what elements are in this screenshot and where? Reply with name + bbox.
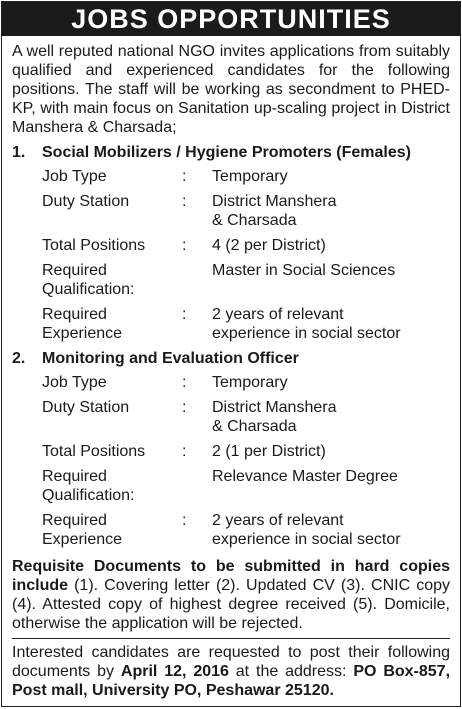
detail-value-line: experience in social sector (212, 325, 401, 342)
job-advertisement (1, 1, 461, 707)
detail-value-line: Temporary (212, 374, 288, 391)
detail-value (212, 398, 450, 436)
detail-value-line: 2 (1 per District) (212, 443, 326, 460)
detail-row (12, 305, 450, 343)
closing-text-1: Interested candidates are requested to post their following documents by (12, 644, 450, 680)
intro-paragraph: A well reputed national NGO invites applications from suitably qualified and experienced candidates for the following positions. The staff will be working as secondment to PHED-KP, with main focus on Sanitation up-scaling project in District Manshera & Charsada; (12, 43, 450, 136)
detail-value-line: & Charsada (212, 418, 297, 435)
detail-colon: : (182, 443, 187, 460)
detail-row (12, 467, 450, 505)
detail-colon (182, 467, 212, 505)
detail-row (12, 192, 450, 230)
detail-label: Duty Station (42, 399, 130, 416)
divider (12, 638, 450, 639)
ad-title: JOBS OPPORTUNITIES (71, 3, 391, 34)
detail-colon (182, 261, 212, 299)
detail-value (212, 192, 450, 230)
detail-label: Job Type (42, 168, 107, 185)
detail-label: Required Experience (42, 306, 123, 342)
detail-row (12, 511, 450, 549)
detail-colon: : (182, 168, 187, 185)
detail-value-line: & Charsada (212, 212, 297, 229)
postal-address: PO Box-857, Post mall, University PO, Peshawar 25120. (12, 663, 451, 699)
detail-row (12, 236, 450, 255)
documents-list: (1). Covering letter (2). Updated CV (3). CNIC copy (4). Attested copy of highest degree received (5). Domicile, otherwise the application will be rejected. (12, 577, 450, 632)
required-documents (12, 557, 450, 633)
detail-value (212, 511, 450, 549)
detail-row (12, 398, 450, 436)
position-title: Monitoring and Evaluation Officer (42, 350, 299, 367)
detail-value (212, 261, 450, 299)
detail-colon: : (182, 374, 187, 391)
positions-list (12, 143, 450, 549)
detail-colon: : (182, 237, 187, 254)
detail-label: Duty Station (42, 193, 130, 210)
detail-colon: : (182, 193, 187, 210)
position-number: 1. (12, 144, 26, 161)
detail-value-line: Master in Social Sciences (212, 262, 396, 279)
detail-value-line: Relevance Master Degree (212, 468, 398, 485)
detail-value (212, 442, 450, 461)
detail-value-line: 2 years of relevant (212, 306, 344, 323)
detail-value (212, 167, 450, 186)
position-heading (12, 349, 450, 369)
detail-label: Required Qualification: (42, 262, 135, 298)
detail-label: Required Qualification: (42, 468, 135, 504)
ad-body (2, 36, 460, 700)
ad-header (2, 2, 460, 36)
detail-value (212, 305, 450, 343)
detail-row (12, 261, 450, 299)
detail-value (212, 373, 450, 392)
detail-row (12, 442, 450, 461)
detail-value-line: 2 years of relevant (212, 512, 344, 529)
detail-value-line: District Manshera (212, 399, 337, 416)
detail-colon: : (182, 306, 187, 323)
detail-colon: : (182, 399, 187, 416)
documents-heading: Requisite Documents to be submitted in hard copies include (12, 558, 450, 594)
detail-value-line: 4 (2 per District) (212, 237, 326, 254)
detail-label: Total Positions (42, 237, 146, 254)
deadline-date: April 12, 2016 (120, 663, 229, 680)
detail-label: Job Type (42, 374, 107, 391)
closing-text-2: at the address: (228, 663, 354, 680)
detail-value (212, 467, 450, 505)
detail-colon: : (182, 512, 187, 529)
detail-value-line: experience in social sector (212, 531, 401, 548)
position-heading (12, 143, 450, 163)
closing-paragraph (12, 643, 450, 700)
detail-row (12, 167, 450, 186)
detail-value-line: Temporary (212, 168, 288, 185)
detail-value-line: District Manshera (212, 193, 337, 210)
detail-row (12, 373, 450, 392)
detail-label: Total Positions (42, 443, 146, 460)
position-title: Social Mobilizers / Hygiene Promoters (Females) (42, 144, 411, 161)
detail-label: Required Experience (42, 512, 123, 548)
position-number: 2. (12, 350, 26, 367)
detail-value (212, 236, 450, 255)
